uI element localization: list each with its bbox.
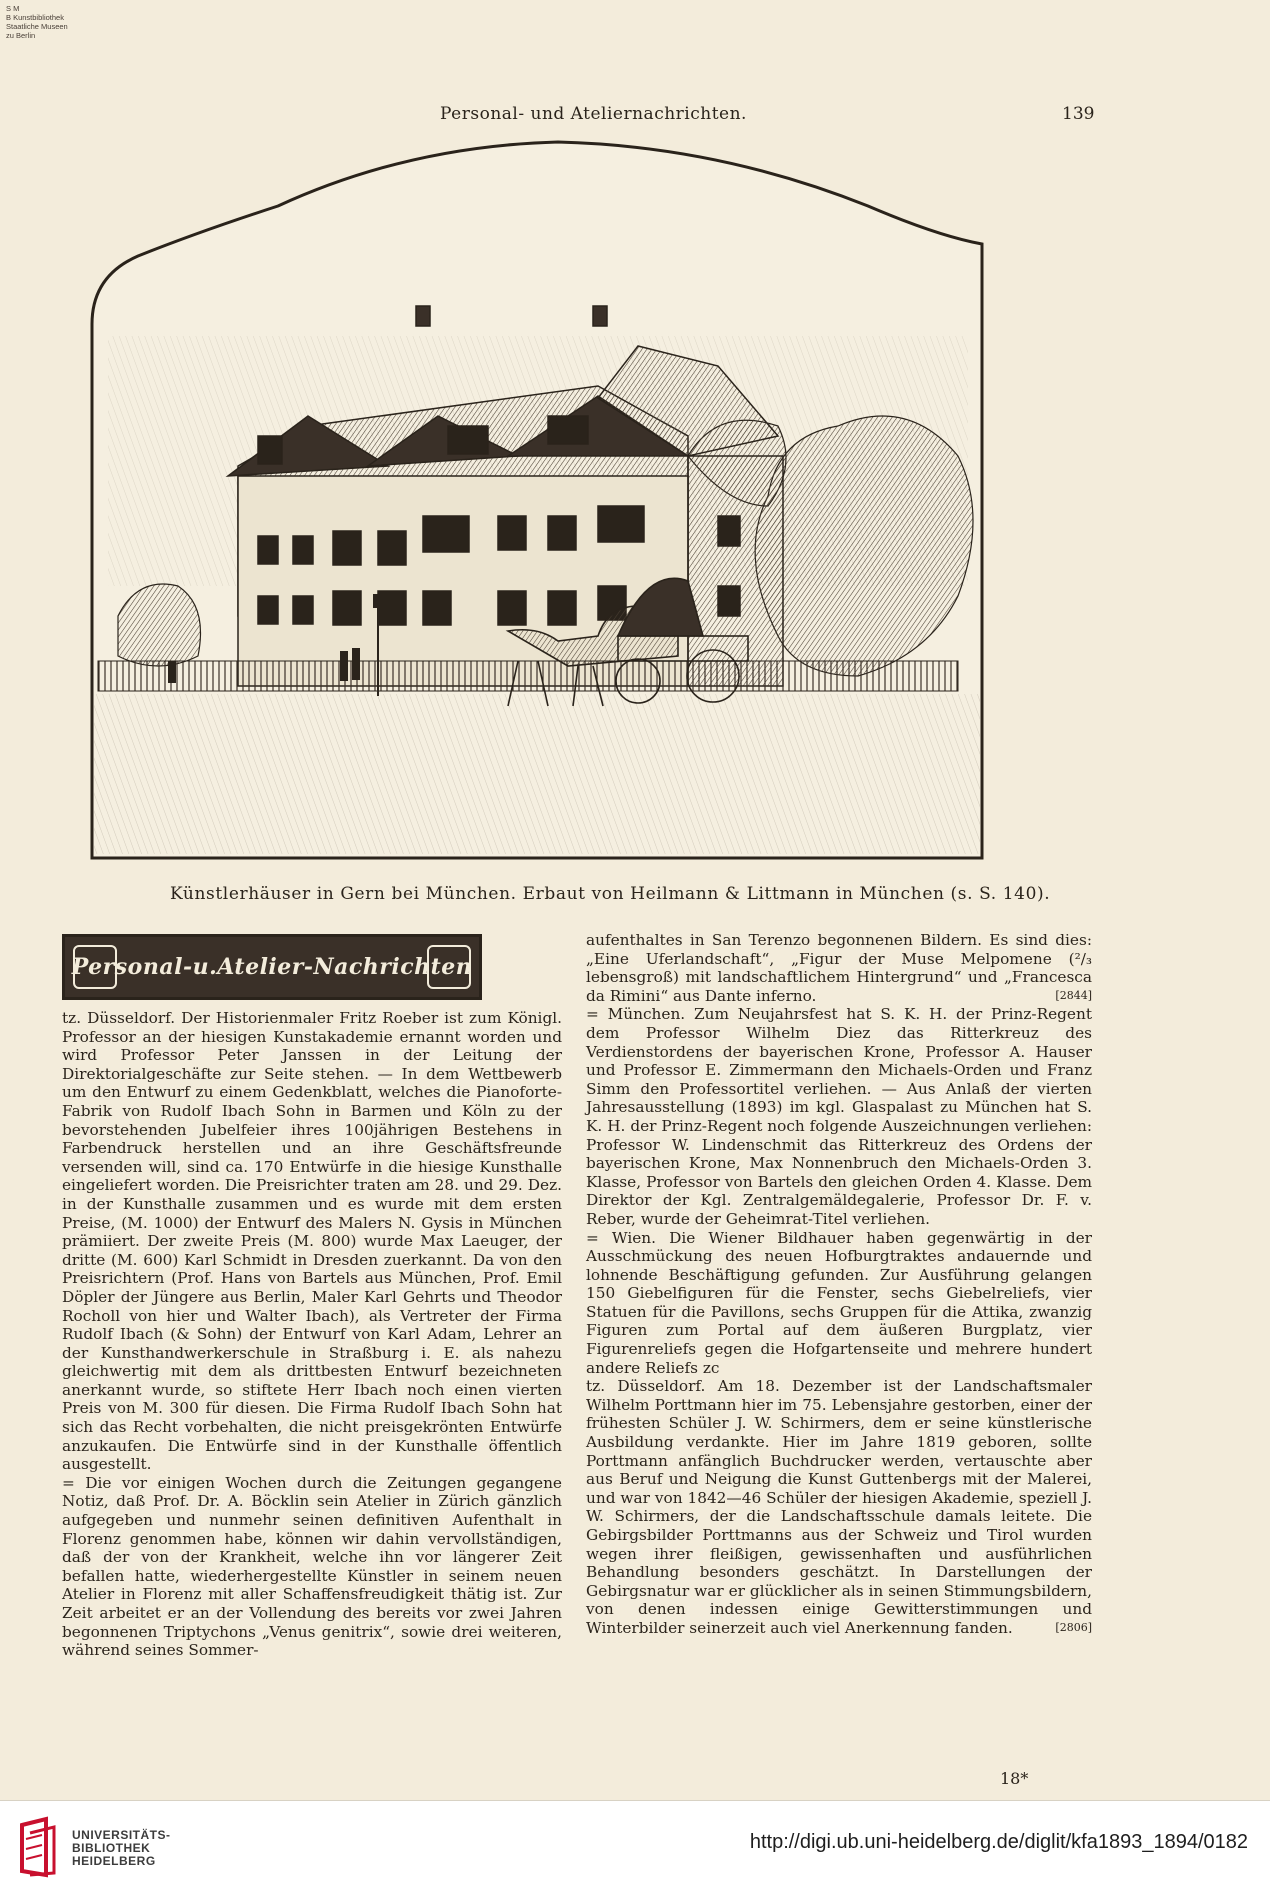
news-paragraph: = München. Zum Neujahrsfest hat S. K. H. der Prinz-Regent dem Professor Wilhelm Diez das Ritterkreuz des Verdienstordens der bayerischen Krone, Professor A. Hauser und Professor E. Zimmermann den Michaels-Orden und Franz Simm den Professortitel verliehen. — Aus Anlaß der vierten Jahresausstellung (1893) im kgl. Glaspalast zu München hat S. K. H. der Prinz-Regent noch folgende Auszeichnungen verliehen: Professor W. Lindenschmit das Ritterkreuz des Ordens der bayerischen Krone, Max Nonnenbruch den Michaels-Orden 3. Klasse, Professor von Bartels den gleichen Orden 4. Klasse. Dem Direktor der Kgl. Zentralgemäldegalerie, Professor Dr. F. v. Reber, wurde der Geheimrat-Titel verliehen.	[586, 1005, 1092, 1228]
signature-mark: 18*	[1000, 1769, 1029, 1788]
institution-line: BIBLIOTHEK	[72, 1841, 151, 1855]
institution-name[interactable]	[72, 1829, 171, 1868]
library-stamp	[6, 4, 86, 40]
stamp-line: zu Berlin	[6, 31, 36, 40]
right-column	[586, 931, 1092, 1638]
stamp-line: Staatliche Museen	[6, 22, 68, 31]
viewer-footer	[0, 1800, 1270, 1892]
news-paragraph: = Wien. Die Wiener Bildhauer haben gegenwärtig in der Ausschmückung des neuen Hofburgtraktes andauernde und lohnende Beschäftigung gefunden. Zur Ausführung gelangen 150 Giebelfiguren für die Fenster, sechs Giebelreliefs, vier Statuen für die Pavillons, sechs Gruppen für die Attika, zwanzig Figuren zum Portal auf dem äußeren Burgplatz, vier Figurenreliefs gegen die Hofgartenseite und mehrere hundert andere Reliefs zc	[586, 1228, 1092, 1377]
news-paragraph	[586, 1377, 1092, 1637]
news-paragraph: = Die vor einigen Wochen durch die Zeitungen gegangene Notiz, daß Prof. Dr. A. Böcklin sein Atelier in Zürich gänzlich aufgegeben und nunmehr seinen definitiven Aufenthalt in Florenz genommen habe, können wir dahin vervollständigen, daß der von der Krankheit, welche ihn vor längerer Zeit befallen hatte, wiederhergestellte Künstler in seinem neuen Atelier in Florenz mit aller Schaffensfreudigkeit thätig ist. Zur Zeit arbeitet er an der Vollendung des bereits vor zwei Jahren begonnenen Triptychons „Venus genitrix“, sowie drei weiteren, während seines Sommer-	[62, 1473, 562, 1660]
page-number: 139	[1062, 104, 1095, 124]
institution-line: HEIDELBERG	[72, 1854, 156, 1868]
reference-number: [2806]	[1055, 1620, 1092, 1634]
section-banner: Personal-u.Atelier-Nachrichten	[62, 934, 482, 1000]
running-title: Personal- und Ateliernachrichten.	[440, 104, 747, 124]
news-paragraph-text: tz. Düsseldorf. Am 18. Dezember ist der Landschaftsmaler Wilhelm Porttmann hier im 75. Lebensjahre gestorben, einer der frühesten Schüler J. W. Schirmers, dem er seine künstlerische Ausbildung verdankte. Hier im Jahre 1819 geboren, sollte Porttmann anfänglich Buchdrucker werden, vertauschte aber aus Beruf und Neigung die Kunst Guttenbergs mit der Malerei, und war von 1842—46 Schüler der hiesigen Akademie, speziell J. W. Schirmers, der die Landschaftsschule damals leitete. Die Gebirgsbilder Porttmanns aus der Schweiz und Tirol wurden wegen ihrer fleißigen, gewissenhaften und ausführlichen Behandlung besonders geschätzt. In Darstellungen der Gebirgsnatur war er glücklicher als in seinen Stimmungsbildern, von denen indessen einige Gewitterstimmungen und Winterbilder seinerzeit auch viel Anerkennung fanden.	[586, 1377, 1092, 1637]
stamp-line: B Kunstbibliothek	[6, 13, 64, 22]
figure-caption: Künstlerhäuser in Gern bei München. Erbaut von Heilmann & Littmann in München (s. S. 140).	[170, 884, 1051, 904]
news-paragraph: tz. Düsseldorf. Der Historienmaler Fritz Roeber ist zum Königl. Professor an der hiesigen Kunstakademie ernannt worden und wird Professor Peter Janssen in der Leitung der Direktorialgeschäfte zur Seite stehen. — In dem Wettbewerb um den Entwurf zu einem Gedenkblatt, welches die Pianoforte-Fabrik von Rudolf Ibach Sohn in Barmen und Köln zu der bevorstehenden Jubelfeier ihres 100jährigen Bestehens in Farbendruck herstellen und an ihre Geschäftsfreunde versenden will, sind ca. 170 Entwürfe in die hiesige Kunsthalle eingeliefert worden. Die Preisrichter traten am 28. und 29. Dez. in der Kunsthalle zusammen und es wurde mit dem ersten Preise, (M. 1000) der Entwurf des Malers N. Gysis in München prämiiert. Der zweite Preis (M. 800) wurde Max Laeuger, der dritte (M. 600) Karl Schmidt in Dresden zuerkannt. Da von den Preisrichtern (Prof. Hans von Bartels aus München, Prof. Emil Döpler der Jüngere aus Berlin, Maler Karl Gehrts und Theodor Rocholl von hier und Walter Ibach), als Vertreter der Firma Rudolf Ibach (& Sohn) der Entwurf von Karl Adam, Lehrer an der Kunsthandwerkerschule in Straßburg i. E. als nahezu gleichwertig mit dem als drittbesten Entwurf bezeichneten anerkannt wurde, so stiftete Herr Ibach noch einen vierten Preis von M. 300 für diesen. Die Firma Rudolf Ibach Sohn hat sich das Recht vorbehalten, die nicht preisgekrönten Entwürfe anzukaufen. Die Entwürfe sind in der Kunsthalle öffentlich ausgestellt.	[62, 1009, 562, 1474]
left-column	[62, 1009, 562, 1660]
stamp-line: S M	[6, 4, 20, 13]
heidelberg-library-logo-icon[interactable]	[16, 1815, 64, 1879]
house-engraving	[78, 136, 1060, 864]
permalink-url[interactable]: http://digi.ub.uni-heidelberg.de/diglit/kfa1893_1894/0182	[749, 1831, 1248, 1853]
news-paragraph-text: aufenthaltes in San Terenzo begonnenen Bildern. Es sind dies: „Eine Uferlandschaft“, „Figur der Muse Melpomene (²/₃ lebensgroß) mit landschaftlichem Hintergrund“ und „Francesca da Rimini“ aus Dante inferno.	[586, 931, 1092, 1005]
reference-number: [2844]	[1055, 988, 1092, 1002]
news-paragraph	[586, 931, 1092, 1005]
institution-line: UNIVERSITÄTS-	[72, 1828, 171, 1842]
garden-fence	[98, 661, 958, 691]
